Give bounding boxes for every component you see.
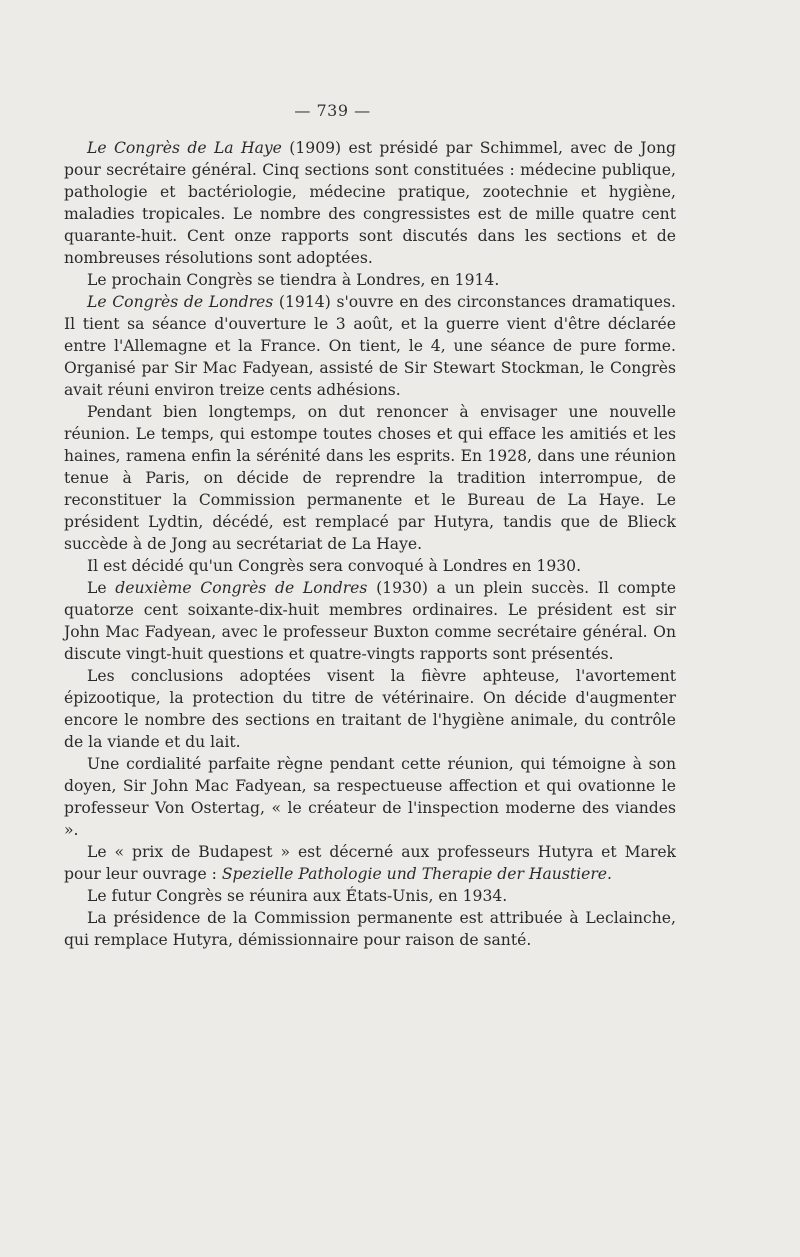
paragraph-text: Les conclusions adoptées visent la fièvre aphteuse, l'avortement épizootique, la protection du titre de vétérinaire. On décide d'augmenter encore le nombre des sections en traitant de l'hygiène animale, du contrôle de la viande et du lait. bbox=[64, 667, 676, 751]
paragraph-3 bbox=[64, 291, 676, 401]
paragraph-text: La présidence de la Commission permanente est attribuée à Leclainche, qui remplace Hutyra, démissionnaire pour raison de santé. bbox=[64, 909, 676, 949]
paragraph-italic: Le Congrès de Londres bbox=[87, 293, 274, 311]
paragraph-1 bbox=[64, 137, 676, 269]
paragraph-text: Le prochain Congrès se tiendra à Londres, en 1914. bbox=[87, 271, 500, 289]
paragraph-text: Le futur Congrès se réunira aux États-Unis, en 1934. bbox=[87, 887, 508, 905]
paragraph-5 bbox=[64, 555, 676, 577]
paragraph-italic: Le Congrès de La Haye bbox=[87, 139, 282, 157]
paragraph-7 bbox=[64, 665, 676, 753]
paragraph-italic: Spezielle Pathologie und Therapie der Haustiere. bbox=[221, 865, 612, 883]
paragraph-text: Une cordialité parfaite règne pendant cette réunion, qui témoigne à son doyen, Sir John Mac Fadyean, sa respectueuse affection et qui ovationne le professeur Von Ostertag, « le créateur de l'inspection moderne des viandes ». bbox=[64, 755, 676, 839]
paragraph-text: (1909) est présidé par Schimmel, avec de Jong pour secrétaire général. Cinq sections sont constituées : médecine publique, pathologie et bactériologie, médecine pratique, zootechnie et hygiène, maladies tropicales. Le nombre des congressistes est de mille quatre cent quarante-huit. Cent onze rapports sont discutés dans les sections et de nombreuses résolutions sont adoptées. bbox=[64, 139, 676, 267]
paragraph-10 bbox=[64, 885, 676, 907]
paragraph-6 bbox=[64, 577, 676, 665]
paragraph-italic: deuxième Congrès de Londres bbox=[115, 579, 368, 597]
paragraph-text: (1914) s'ouvre en des circonstances dramatiques. Il tient sa séance d'ouverture le 3 août, et la guerre vient d'être déclarée entre l'Allemagne et la France. On tient, le 4, une séance de pure forme. Organisé par Sir Mac Fadyean, assisté de Sir Stewart Stockman, le Congrès avait réuni environ treize cents adhésions. bbox=[64, 293, 676, 399]
paragraph-text: Pendant bien longtemps, on dut renoncer à envisager une nouvelle réunion. Le temps, qui estompe toutes choses et qui efface les amitiés et les haines, ramena enfin la sérénité dans les esprits. En 1928, dans une réunion tenue à Paris, on décide de reprendre la tradition interrompue, de reconstituer la Commission permanente et le Bureau de La Haye. Le président Lydtin, décédé, est remplacé par Hutyra, tandis que de Blieck succède à de Jong au secrétariat de La Haye. bbox=[64, 403, 676, 553]
page-number: — 739 — bbox=[294, 101, 371, 120]
paragraph-4 bbox=[64, 401, 676, 555]
paragraph-2 bbox=[64, 269, 676, 291]
paragraph-text: Il est décidé qu'un Congrès sera convoqué à Londres en 1930. bbox=[87, 557, 582, 575]
paragraph-8 bbox=[64, 753, 676, 841]
body-text bbox=[64, 137, 676, 951]
paragraph-11 bbox=[64, 907, 676, 951]
paragraph-9 bbox=[64, 841, 676, 885]
paragraph-text: Le « prix de Budapest » est décerné aux professeurs Hutyra et Marek pour leur ouvrage : bbox=[64, 843, 676, 883]
paragraph-text: Le bbox=[87, 579, 116, 597]
paragraph-text: (1930) a un plein succès. Il compte quatorze cent soixante-dix-huit membres ordinaires. Le président est sir John Mac Fadyean, avec le professeur Buxton comme secrétaire général. On discute vingt-huit questions et quatre-vingts rapports sont présentés. bbox=[64, 579, 677, 663]
